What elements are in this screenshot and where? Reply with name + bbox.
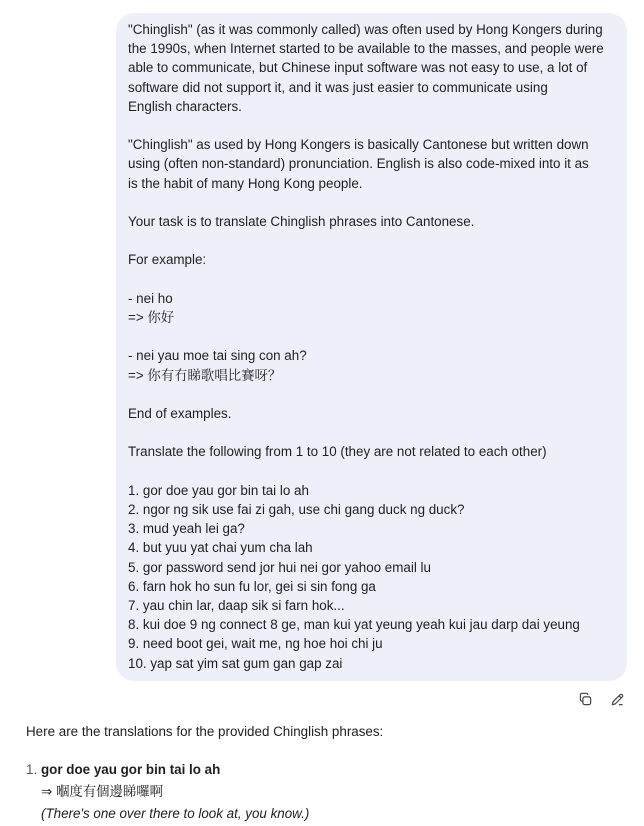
message-line: is the habit of many Hong Kong people. [128, 175, 363, 191]
message-line: 7. yau chin lar, daap sik si farn hok... [128, 597, 345, 613]
message-line: End of examples. [128, 405, 232, 421]
message-actions [576, 690, 626, 708]
message-line: able to communicate, but Chinese input software was not easy to use, a lot of [128, 60, 588, 76]
item-number: 1. [26, 762, 38, 777]
message-line: 9. need boot gei, wait me, ng hoe hoi chi ju [128, 636, 383, 652]
message-line [128, 270, 617, 289]
message-line [128, 462, 617, 481]
item-gloss: (There's one over there to look at, you know.) [41, 806, 310, 821]
message-line [128, 193, 617, 212]
message-line: 10. yap sat yim sat gum gan gap zai [128, 655, 343, 671]
user-message-bubble [116, 13, 627, 681]
message-line: Your task is to translate Chinglish phrases into Cantonese. [128, 214, 475, 229]
message-line [128, 116, 617, 135]
message-line: 1. gor doe yau gor bin tai lo ah [128, 482, 309, 498]
copy-button[interactable] [576, 690, 594, 708]
message-line [128, 231, 617, 250]
message-line: 8. kui doe 9 ng connect 8 ge, man kui yat yeung yeah kui jau darp dai yeung [128, 617, 580, 633]
assistant-message [26, 722, 626, 825]
message-line: Translate the following from 1 to 10 (they are not related to each other) [128, 444, 547, 460]
message-line: the 1990s, when Internet started to be available to the masses, and people were [128, 41, 604, 57]
message-line: => 你好 [128, 309, 175, 325]
pencil-icon [610, 692, 625, 707]
item-phrase: gor doe yau gor bin tai lo ah [41, 762, 221, 777]
message-line: software did not support it, and it was just easier to communicate using [128, 79, 548, 95]
message-line: 3. mud yeah lei ga? [128, 521, 245, 537]
assistant-intro: Here are the translations for the provided Chinglish phrases: [26, 724, 384, 739]
message-line [128, 327, 617, 346]
message-line: 5. gor password send jor hui nei gor yahoo email lu [128, 559, 431, 575]
item-answer: ⇒ 嗰度有個邊睇囉啊 [41, 784, 164, 799]
message-line: "Chinglish" (as it was commonly called) was often used by Hong Kongers during [128, 22, 603, 37]
message-line: English characters. [128, 98, 242, 114]
message-line: For example: [128, 252, 207, 268]
message-line: 2. ngor ng sik use fai zi gah, use chi gang duck ng duck? [128, 501, 465, 517]
message-line [128, 423, 617, 442]
message-line: 6. farn hok ho sun fu lor, gei si sin fong ga [128, 578, 376, 594]
message-line: using (often non-standard) pronunciation. English is also code-mixed into it as [128, 156, 589, 172]
edit-button[interactable] [608, 690, 626, 708]
message-line: "Chinglish" as used by Hong Kongers is basically Cantonese but written down [128, 137, 589, 153]
message-line [128, 385, 617, 404]
copy-icon [578, 692, 593, 707]
message-line: 4. but yuu yat chai yum cha lah [128, 540, 313, 556]
message-line: => 你有冇睇歌唱比賽呀？ [128, 367, 282, 383]
message-line: - nei ho [128, 290, 173, 306]
translation-item [26, 759, 626, 825]
message-line: - nei yau moe tai sing con ah? [128, 348, 307, 364]
